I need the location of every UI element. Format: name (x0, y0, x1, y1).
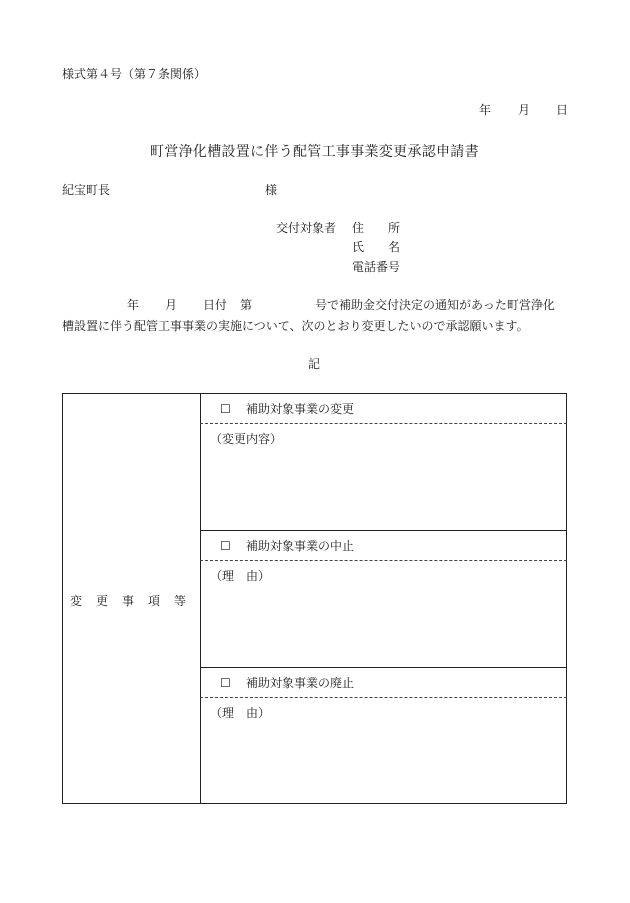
document-title: 町営浄化槽設置に伴う配管工事事業変更承認申請書 (150, 144, 479, 160)
applicant-label: 交付対象者 (276, 221, 337, 235)
abolish-option-label: 補助対象事業の廃止 (246, 676, 355, 690)
abolish-reason-label: （理 由） (210, 706, 271, 720)
body-day-sep: 日付 (203, 298, 228, 312)
section-divider (200, 530, 567, 531)
body-line2: 槽設置に伴う配管工事事業の実施について、次のとおり変更したいので承認願います。 (62, 319, 529, 333)
body-month: 月 (165, 298, 178, 312)
name-label: 氏 名 (352, 240, 401, 254)
ki-label: 記 (308, 357, 321, 371)
suspend-reason-label: （理 由） (210, 569, 271, 583)
date-year-label: 年 (479, 103, 492, 117)
change-option-label: 補助対象事業の変更 (246, 402, 355, 416)
form-number: 様式第４号（第７条関係） (62, 67, 207, 81)
left-label-char: 項 (148, 594, 161, 608)
address-label: 住 所 (352, 221, 401, 235)
suspend-option-label: 補助対象事業の中止 (246, 539, 355, 553)
left-label-char: 変 (70, 594, 83, 608)
left-label-char: 等 (174, 594, 187, 608)
body-number-prefix: 第 (240, 298, 253, 312)
section-dashed-divider (200, 560, 567, 561)
section-divider (200, 667, 567, 668)
left-label-char: 更 (96, 594, 109, 608)
phone-label: 電話番号 (352, 260, 401, 274)
date-month-label: 月 (518, 103, 531, 117)
addressee-honorific: 様 (265, 183, 278, 197)
section-dashed-divider (200, 423, 567, 424)
section-dashed-divider (200, 697, 567, 698)
addressee-name: 紀宝町長 (62, 183, 111, 197)
body-year: 年 (127, 298, 140, 312)
left-label-char: 事 (122, 594, 135, 608)
abolish-checkbox[interactable]: ☐ (220, 676, 231, 690)
table-column-divider (200, 393, 201, 804)
body-line1-rest: 号で補助金交付決定の通知があった町営浄化 (315, 298, 555, 312)
change-checkbox[interactable]: ☐ (220, 402, 231, 416)
suspend-checkbox[interactable]: ☐ (220, 539, 231, 553)
change-details-label: （変更内容） (210, 432, 283, 446)
left-column-label (70, 595, 188, 607)
date-day-label: 日 (556, 103, 569, 117)
